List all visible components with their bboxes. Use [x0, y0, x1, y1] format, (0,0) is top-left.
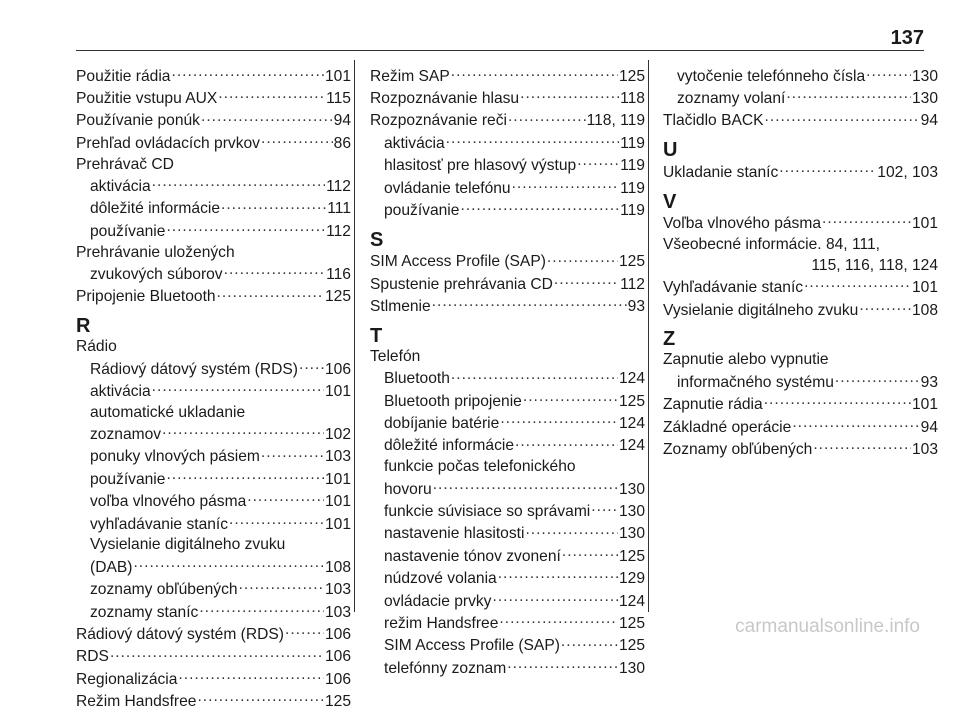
- dot-leader: [520, 87, 619, 103]
- dot-leader: [110, 646, 324, 662]
- index-entry: [663, 110, 938, 132]
- index-subentry: [663, 87, 938, 109]
- index-subentry: [76, 263, 351, 285]
- dot-leader: [577, 155, 619, 171]
- entry-page-ref[interactable]: 111: [327, 200, 351, 218]
- entry-page-ref[interactable]: 130: [618, 480, 645, 498]
- index-entry: [370, 251, 645, 273]
- entry-term: Pripojenie Bluetooth: [76, 288, 216, 306]
- index-entry: [370, 273, 645, 295]
- dot-leader: [433, 478, 618, 494]
- index-entry: [370, 110, 645, 132]
- entry-term: Režim SAP: [370, 67, 450, 85]
- dot-leader: [261, 132, 333, 148]
- index-subentry: [370, 612, 645, 634]
- entry-page-ref[interactable]: 103: [324, 448, 351, 466]
- entry-term: Vysielanie digitálneho zvuku: [663, 301, 859, 319]
- index-letter-heading: S: [370, 228, 384, 251]
- dot-leader: [152, 175, 325, 191]
- dot-leader: [239, 579, 324, 595]
- dot-leader: [562, 545, 618, 561]
- index-letter-heading: R: [76, 315, 91, 338]
- dot-leader: [765, 110, 920, 126]
- entry-page-ref[interactable]: 130: [911, 89, 938, 107]
- entry-term: Bluetooth pripojenie: [384, 392, 522, 410]
- entry-page-ref[interactable]: 102, 103: [877, 163, 938, 181]
- entry-term: Použitie vstupu AUX: [76, 89, 218, 107]
- dot-leader: [152, 380, 324, 396]
- index-subentry: [663, 65, 938, 87]
- entry-page-ref[interactable]: 101: [324, 470, 351, 488]
- dot-leader: [166, 468, 324, 484]
- index-column-2: [370, 65, 645, 680]
- index-letter-heading: V: [663, 190, 677, 213]
- index-entry: [663, 161, 938, 183]
- dot-leader: [261, 446, 324, 462]
- entry-page-ref[interactable]: 101: [324, 493, 351, 511]
- entry-term: SIM Access Profile (SAP): [370, 253, 546, 271]
- index-subentry: [76, 579, 351, 601]
- dot-leader: [804, 277, 911, 293]
- entry-page-ref[interactable]: 125: [618, 615, 645, 632]
- dot-leader: [591, 500, 618, 516]
- index-subentry: [370, 657, 645, 679]
- index-entry: [76, 646, 351, 668]
- dot-leader: [523, 390, 618, 406]
- entry-page-ref[interactable]: 106: [324, 626, 351, 643]
- entry-page-ref[interactable]: 93: [920, 373, 938, 391]
- entry-term: Zapnutie rádia: [663, 396, 763, 414]
- entry-page-ref[interactable]: 112: [326, 177, 351, 195]
- index-subentry: [370, 523, 645, 545]
- index-subentry: [76, 491, 351, 513]
- entry-term: Režim Handsfree: [76, 693, 197, 711]
- entry-term: používanie: [384, 201, 460, 219]
- index-subentry: [76, 175, 351, 197]
- dot-leader: [498, 568, 618, 584]
- entry-page-ref[interactable]: 103: [324, 581, 351, 599]
- entry-term: Zoznamy obľúbených: [663, 440, 813, 458]
- dot-leader: [451, 65, 618, 81]
- entry-page-ref[interactable]: 94: [333, 112, 351, 130]
- entry-term: aktivácia: [90, 382, 151, 400]
- index-subentry: [370, 155, 645, 177]
- dot-leader: [859, 299, 911, 315]
- entry-page-ref[interactable]: 125: [618, 253, 645, 271]
- entry-page-ref[interactable]: 130: [911, 67, 938, 85]
- dot-leader: [201, 110, 333, 126]
- entry-term: Používanie ponúk: [76, 112, 200, 130]
- index-entry: [76, 132, 351, 154]
- dot-leader: [554, 273, 619, 289]
- entry-page-ref[interactable]: 101: [911, 279, 938, 297]
- entry-page-ref[interactable]: 103: [911, 440, 938, 458]
- entry-term: zoznamy staníc: [90, 603, 199, 621]
- entry-term: zoznamov: [90, 426, 162, 444]
- entry-page-ref[interactable]: 119: [620, 179, 645, 197]
- entry-page-ref[interactable]: 125: [618, 67, 645, 85]
- index-subentry-text: automatické ukladanie: [90, 403, 246, 421]
- dot-leader: [460, 199, 619, 215]
- index-subentry: [76, 446, 351, 468]
- entry-term: RDS: [76, 648, 109, 666]
- entry-page-ref[interactable]: 93: [627, 298, 645, 316]
- entry-page-ref[interactable]: 106: [324, 670, 351, 688]
- entry-term: aktivácia: [90, 177, 151, 195]
- entry-page-ref[interactable]: 119: [620, 157, 645, 175]
- index-entry: [663, 438, 938, 460]
- entry-term: používanie: [90, 222, 166, 240]
- entry-term: Vyhľadávanie staníc: [663, 279, 804, 297]
- entry-term: telefónny zoznam: [384, 659, 507, 677]
- index-entry: [663, 213, 938, 235]
- index-subentry: [370, 590, 645, 612]
- entry-term: zoznamy obľúbených: [90, 581, 238, 599]
- index-entry: [76, 286, 351, 308]
- entry-term: núdzové volania: [384, 570, 497, 588]
- dot-leader: [786, 87, 911, 103]
- dot-leader: [178, 668, 324, 684]
- index-entry-text: Prehrávač CD: [76, 155, 174, 173]
- dot-leader: [166, 220, 325, 236]
- dot-leader: [512, 177, 620, 193]
- entry-page-ref[interactable]: 101: [324, 382, 351, 400]
- index-subentry-text: Vysielanie digitálneho zvuku: [90, 536, 286, 554]
- entry-page-ref[interactable]: 112: [326, 222, 351, 240]
- dot-leader: [162, 423, 324, 439]
- entry-term: používanie: [90, 470, 166, 488]
- entry-page-ref[interactable]: 130: [618, 659, 645, 677]
- entry-page-ref[interactable]: 130: [618, 503, 645, 521]
- index-subentry: [76, 513, 351, 535]
- index-column-3: [663, 65, 938, 461]
- entry-term: Bluetooth: [384, 370, 450, 388]
- index-entry-text: Zapnutie alebo vypnutie: [663, 351, 829, 369]
- dot-leader: [217, 286, 324, 302]
- dot-leader: [525, 523, 618, 539]
- entry-page-ref[interactable]: 86: [333, 134, 351, 152]
- entry-term: (DAB): [90, 558, 133, 576]
- dot-leader: [229, 513, 324, 529]
- dot-leader: [515, 435, 618, 451]
- entry-term: vyhľadávanie staníc: [90, 515, 229, 533]
- dot-leader: [247, 491, 324, 507]
- index-entry: [663, 299, 938, 321]
- entry-page-ref[interactable]: 130: [618, 525, 645, 543]
- entry-term: ponuky vlnových pásiem: [90, 448, 260, 466]
- index-subentry: [76, 358, 351, 380]
- index-letter-heading: Z: [663, 328, 676, 351]
- entry-term: Voľba vlnového pásma: [663, 215, 821, 233]
- entry-term: Použitie rádia: [76, 67, 171, 85]
- index-letter-heading: U: [663, 139, 678, 162]
- index-subentry: [370, 132, 645, 154]
- index-subentry: [76, 423, 351, 445]
- index-subentry: [370, 545, 645, 567]
- index-entry: [370, 87, 645, 109]
- header-rule: [76, 50, 924, 51]
- dot-leader: [508, 110, 586, 126]
- entry-page-ref[interactable]: 116: [326, 265, 351, 283]
- entry-page-ref[interactable]: 125: [618, 547, 645, 565]
- entry-term: informačného systému: [677, 373, 834, 391]
- dot-leader: [446, 132, 619, 148]
- column-divider: [648, 60, 649, 612]
- entry-page-ref[interactable]: 101: [324, 67, 351, 85]
- entry-term: hlasitosť pre hlasový výstup: [384, 157, 577, 175]
- index-entry: [663, 416, 938, 438]
- entry-term: voľba vlnového pásma: [90, 493, 247, 511]
- entry-term: Ukladanie staníc: [663, 163, 779, 181]
- entry-term: Prehľad ovládacích prvkov: [76, 134, 260, 152]
- entry-page-ref[interactable]: 94: [920, 112, 938, 130]
- dot-leader: [764, 394, 911, 410]
- index-subentry: [370, 412, 645, 434]
- entry-term: zoznamy volaní: [677, 89, 786, 107]
- entry-page-ref[interactable]: 108: [324, 558, 351, 576]
- entry-page-ref[interactable]: 125: [324, 693, 351, 711]
- dot-leader: [199, 601, 324, 617]
- index-subentry: [370, 368, 645, 390]
- entry-page-ref[interactable]: 119: [620, 134, 645, 152]
- index-subentry: [76, 198, 351, 220]
- footer-watermark: carmanualsonline.info: [735, 616, 920, 637]
- entry-page-ref[interactable]: 102: [324, 426, 351, 444]
- entry-term: aktivácia: [384, 134, 445, 152]
- index-letter-heading: T: [370, 324, 383, 347]
- index-entry-text: Všeobecné informácie. 84, 111,: [663, 235, 881, 253]
- entry-term: Spustenie prehrávania CD: [370, 275, 553, 293]
- index-subentry-text: funkcie počas telefonického: [384, 458, 576, 476]
- entry-page-ref[interactable]: 125: [618, 637, 645, 655]
- entry-page-ref[interactable]: 101: [911, 396, 938, 414]
- index-subentry: [370, 177, 645, 199]
- entry-term: Základné operácie: [663, 418, 792, 436]
- dot-leader: [500, 412, 618, 428]
- entry-page-ref[interactable]: 125: [618, 392, 645, 410]
- index-entry: [663, 277, 938, 299]
- entry-page-ref[interactable]: 124: [618, 437, 645, 455]
- entry-term: Stlmenie: [370, 298, 431, 316]
- index-entry: [76, 87, 351, 109]
- entry-term: režim Handsfree: [384, 615, 499, 632]
- index-subentry: [370, 635, 645, 657]
- index-subentry: [76, 556, 351, 578]
- dot-leader: [492, 590, 617, 606]
- dot-leader: [133, 556, 324, 572]
- column-divider: [354, 60, 355, 612]
- entry-term: nastavenie tónov zvonení: [384, 547, 561, 565]
- entry-page-ref[interactable]: 106: [324, 648, 351, 666]
- dot-leader: [547, 251, 618, 267]
- index-entry: [370, 65, 645, 87]
- index-subentry: [370, 478, 645, 500]
- dot-leader: [813, 438, 911, 454]
- dot-leader: [171, 65, 323, 81]
- index-entry: [76, 668, 351, 690]
- entry-term: Regionalizácia: [76, 670, 178, 688]
- index-subentry: [76, 220, 351, 242]
- entry-page-ref[interactable]: 118: [620, 89, 645, 107]
- dot-leader: [866, 65, 911, 81]
- index-subentry: [76, 380, 351, 402]
- index-subentry: [370, 435, 645, 457]
- dot-leader: [451, 368, 618, 384]
- dot-leader: [218, 87, 325, 103]
- entry-term: vytočenie telefónneho čísla: [677, 67, 866, 85]
- index-entry: [76, 691, 351, 713]
- index-subentry: [663, 371, 938, 393]
- index-subentry: [370, 500, 645, 522]
- entry-page-ref[interactable]: 101: [911, 215, 938, 233]
- index-entry: [76, 623, 351, 645]
- entry-term: SIM Access Profile (SAP): [384, 637, 560, 655]
- entry-page-ref[interactable]: 124: [618, 415, 645, 433]
- entry-term: dobíjanie batérie: [384, 415, 500, 433]
- entry-page-ref[interactable]: 108: [911, 301, 938, 319]
- dot-leader: [507, 657, 618, 673]
- entry-term: hovoru: [384, 480, 432, 498]
- dot-leader: [822, 213, 911, 229]
- index-entry-text: Telefón: [370, 347, 421, 365]
- entry-page-ref[interactable]: 106: [324, 360, 351, 378]
- entry-term: dôležité informácie: [90, 200, 221, 218]
- dot-leader: [499, 612, 618, 628]
- index-subentry: [76, 601, 351, 623]
- index-subentry: [76, 468, 351, 490]
- entry-page-ref[interactable]: 112: [620, 275, 645, 293]
- index-entry: [370, 296, 645, 318]
- dot-leader: [835, 371, 920, 387]
- dot-leader: [197, 691, 324, 707]
- dot-leader: [221, 198, 326, 214]
- dot-leader: [224, 263, 326, 279]
- index-page-refs: 115, 116, 118, 124: [811, 256, 938, 274]
- entry-term: Rozpoznávanie hlasu: [370, 89, 520, 107]
- index-subentry: [370, 199, 645, 221]
- entry-page-ref[interactable]: 115: [326, 89, 351, 107]
- index-entry: [76, 65, 351, 87]
- index-entry: [663, 394, 938, 416]
- index-column-1: [76, 65, 351, 713]
- dot-leader: [561, 635, 618, 651]
- entry-page-ref[interactable]: 94: [920, 418, 938, 436]
- index-entry-text: Prehrávanie uložených: [76, 243, 235, 261]
- entry-page-ref[interactable]: 124: [618, 592, 645, 610]
- dot-leader: [432, 296, 627, 312]
- entry-term: Rádiový dátový systém (RDS): [90, 360, 298, 378]
- entry-term: ovládacie prvky: [384, 592, 492, 610]
- entry-term: ovládanie telefónu: [384, 179, 511, 197]
- index-subentry: [370, 568, 645, 590]
- index-subentry: [370, 390, 645, 412]
- entry-page-ref[interactable]: 124: [618, 370, 645, 388]
- index-entry-text: Rádio: [76, 338, 117, 356]
- entry-page-ref[interactable]: 119: [620, 201, 645, 219]
- index-entry: [76, 110, 351, 132]
- entry-term: dôležité informácie: [384, 437, 515, 455]
- dot-leader: [285, 623, 324, 639]
- entry-term: zvukových súborov: [90, 265, 223, 283]
- entry-term: nastavenie hlasitosti: [384, 525, 525, 543]
- entry-term: funkcie súvisiace so správami: [384, 503, 591, 521]
- entry-page-ref[interactable]: 103: [324, 603, 351, 621]
- dot-leader: [779, 161, 876, 177]
- entry-page-ref[interactable]: 125: [324, 288, 351, 306]
- entry-page-ref[interactable]: 118, 119: [586, 112, 645, 130]
- entry-term: Rádiový dátový systém (RDS): [76, 626, 284, 643]
- entry-page-ref[interactable]: 101: [324, 515, 351, 533]
- entry-page-ref[interactable]: 129: [618, 570, 645, 588]
- entry-term: Rozpoznávanie reči: [370, 112, 507, 130]
- page-number: 137: [890, 27, 924, 49]
- dot-leader: [299, 358, 324, 374]
- entry-term: Tlačidlo BACK: [663, 112, 764, 130]
- dot-leader: [792, 416, 919, 432]
